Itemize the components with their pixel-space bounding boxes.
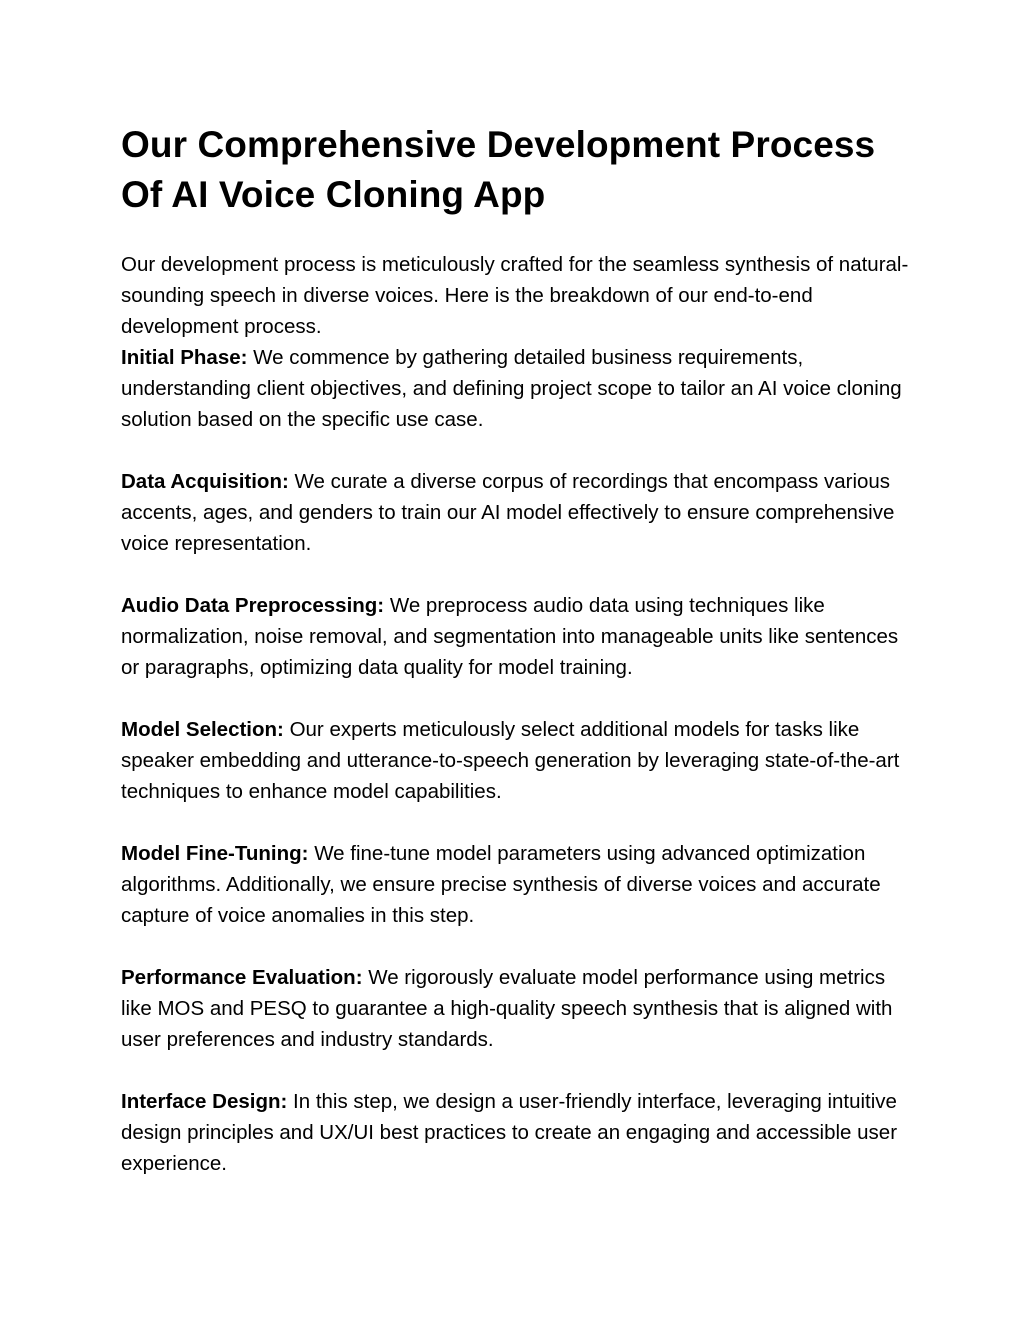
section-performance-evaluation (121, 962, 911, 1055)
section-initial-phase (121, 342, 911, 435)
page-title: Our Comprehensive Development Process Of AI Voice Cloning App (121, 124, 876, 215)
section-model-fine-tuning (121, 838, 911, 931)
section-text: We rigorously evaluate model performance using metrics like MOS and PESQ to guarantee a high-quality speech synthesis that is aligned with user preferences and industry standards. (121, 966, 893, 1051)
section-text: We fine-tune model parameters using advanced optimization algorithms. Additionally, we ensure precise synthesis of diverse voices and accurate capture of voice anomalies in this step. (121, 842, 881, 927)
section-audio-preprocessing (121, 590, 911, 683)
section-term: Audio Data Preprocessing: (121, 594, 385, 617)
intro-paragraph: Our development process is meticulously crafted for the seamless synthesis of natural-sounding speech in diverse voices. Here is the breakdown of our end-to-end development process. (121, 253, 909, 338)
section-model-selection (121, 714, 911, 807)
section-term: Performance Evaluation: (121, 966, 363, 989)
section-term: Model Fine-Tuning: (121, 842, 309, 865)
document-page (121, 120, 911, 1179)
section-term: Interface Design: (121, 1090, 288, 1113)
section-term: Data Acquisition: (121, 470, 289, 493)
section-text: In this step, we design a user-friendly interface, leveraging intuitive design principles and UX/UI best practices to create an engaging and accessible user experience. (121, 1090, 898, 1175)
section-data-acquisition (121, 466, 911, 559)
section-text: We curate a diverse corpus of recordings that encompass various accents, ages, and genders to train our AI model effectively to ensure comprehensive voice representation. (121, 470, 895, 555)
section-term: Initial Phase: (121, 346, 248, 369)
section-text: Our experts meticulously select additional models for tasks like speaker embedding and utterance-to-speech generation by leveraging state-of-the-art techniques to enhance model capabilities. (121, 718, 900, 803)
section-text: We preprocess audio data using techniques like normalization, noise removal, and segmentation into manageable units like sentences or paragraphs, optimizing data quality for model training. (121, 594, 899, 679)
section-text: We commence by gathering detailed business requirements, understanding client objectives, and defining project scope to tailor an AI voice cloning solution based on the specific use case. (121, 346, 902, 431)
section-interface-design (121, 1086, 911, 1179)
section-term: Model Selection: (121, 718, 284, 741)
